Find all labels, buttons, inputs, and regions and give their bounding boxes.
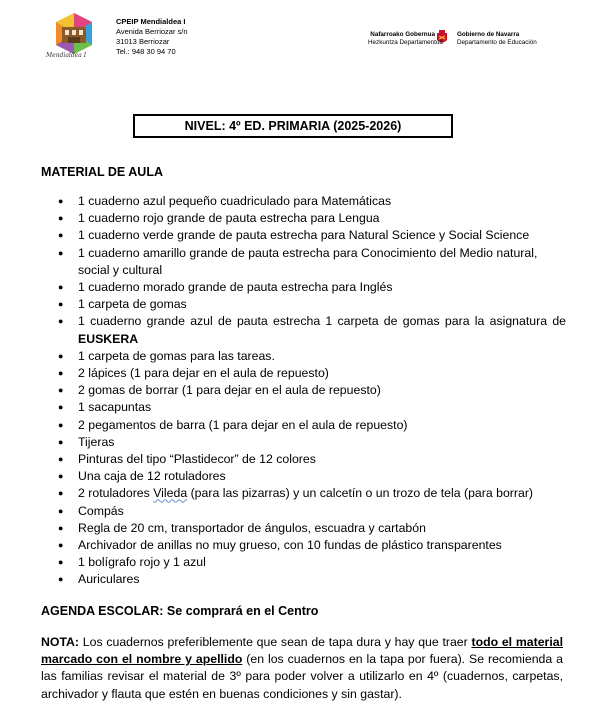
list-item: ● Pinturas del tipo “Plastidecor” de 12 colores	[58, 451, 566, 468]
material-list	[58, 193, 566, 589]
list-item: ● 1 bolígrafo rojo y 1 azul	[58, 554, 566, 571]
note-paragraph	[41, 634, 563, 703]
material-section-title: MATERIAL DE AULA	[41, 165, 163, 179]
list-item: ● 2 gomas de borrar (1 para dejar en el aula de repuesto)	[58, 382, 566, 399]
school-address: Avenida Berriozar s/n	[116, 27, 188, 36]
list-item	[58, 313, 566, 347]
list-item-text: 2 rotuladores	[78, 486, 154, 501]
government-info	[368, 31, 537, 47]
list-item-bold: EUSKERA	[78, 331, 139, 346]
agenda-line: AGENDA ESCOLAR: Se comprará en el Centro	[41, 604, 319, 618]
list-item: ● 2 pegamentos de barra (1 para dejar en el aula de repuesto)	[58, 417, 566, 434]
list-item: ● 1 cuaderno morado grande de pauta estrecha para Inglés	[58, 279, 566, 296]
list-item: ● 2 lápices (1 para dejar en el aula de repuesto)	[58, 365, 566, 382]
list-item: ● 1 cuaderno amarillo grande de pauta estrecha para Conocimiento del Medio natural, social y cultural	[58, 245, 566, 279]
list-item	[58, 485, 566, 502]
list-item: ● 1 carpeta de gomas para las tareas.	[58, 348, 566, 365]
list-item: ● 1 cuaderno verde grande de pauta estrecha para Natural Science y Social Science	[58, 227, 566, 244]
school-phone: Tel.: 948 30 94 70	[116, 47, 176, 56]
gov-eu-department: Hezkuntza Departamentua	[368, 39, 443, 46]
note-emphasis: todo el material marcado con el nombre y apellido	[41, 635, 563, 667]
school-city: 31013 Berriozar	[116, 37, 170, 46]
note-text: (en los cuadernos en la tapa por fuera). Se recomienda a las familias revisar el material de 3º para poder volver a utilizarlo en 4º (cuadernos, carpetas, archivador y flauta que estén en buenas condiciones y sin gastar).	[41, 652, 563, 701]
list-item: ● 1 sacapuntas	[58, 399, 566, 416]
list-item: ● Una caja de 12 rotuladores	[58, 468, 566, 485]
document-header	[0, 0, 594, 80]
list-item: ● Auriculares	[58, 571, 566, 588]
gov-es-name: Gobierno de Navarra	[457, 31, 520, 38]
spellcheck-word: Vileda	[153, 486, 188, 501]
note-label: NOTA:	[41, 635, 80, 649]
school-info	[116, 17, 188, 57]
list-item: ● Compás	[58, 503, 566, 520]
list-item: ● Archivador de anillas no muy grueso, con 10 fundas de plástico transparentes	[58, 537, 566, 554]
school-name: CPEIP Mendialdea I	[116, 17, 186, 26]
list-item-text: (para las pizarras) y un calcetín o un trozo de tela (para borrar)	[187, 486, 534, 501]
list-item-text: 1 cuaderno grande azul de pauta estrecha 1 carpeta de gomas para la asignatura de	[78, 314, 566, 329]
list-item: ● 1 cuaderno azul pequeño cuadriculado para Matemáticas	[58, 193, 566, 210]
list-item: ● Regla de 20 cm, transportador de ángulos, escuadra y cartabón	[58, 520, 566, 537]
level-title-box: NIVEL: 4º ED. PRIMARIA (2025-2026)	[133, 114, 453, 138]
list-item: ● 1 cuaderno rojo grande de pauta estrecha para Lengua	[58, 210, 566, 227]
list-item: ● 1 carpeta de gomas	[58, 296, 566, 313]
list-item: ● Tijeras	[58, 434, 566, 451]
gov-es-department: Departamento de Educación	[457, 39, 537, 46]
note-text: Los cuadernos preferiblemente que sean de tapa dura y hay que traer	[79, 635, 472, 649]
logo-caption: Mendialdea I	[46, 52, 87, 59]
gov-eu-name: Nafarroako Gobernua	[370, 31, 435, 38]
